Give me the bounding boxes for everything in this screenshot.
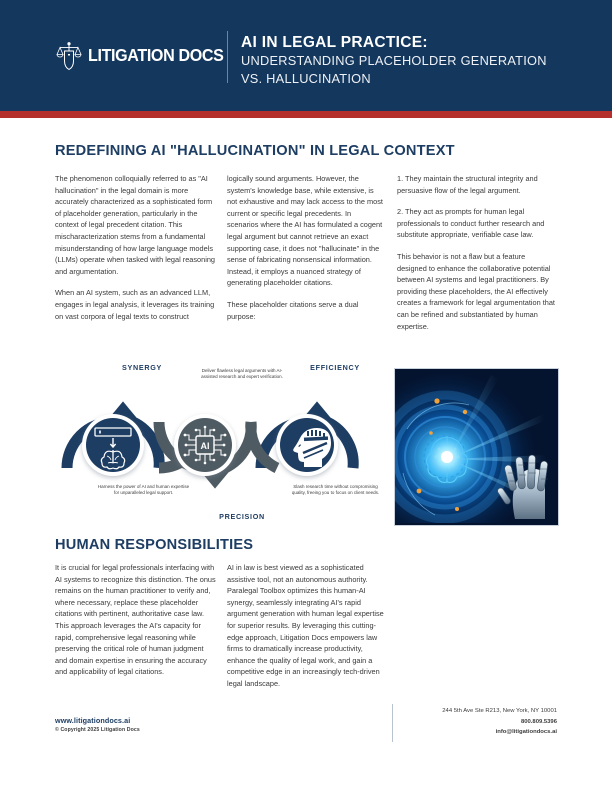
list-item: 1. They maintain the structural integrity and persuasive flow of the legal argument. (397, 174, 538, 195)
footer-copyright: © Copyright 2025 Litigation Docs (55, 727, 140, 733)
brand-logo (56, 41, 224, 71)
infographic-caption-efficiency: Slash research time without compromising quality, freeing you to focus on client needs. (291, 484, 380, 496)
footer-website-link[interactable]: www.litigationdocs.ai (55, 716, 131, 725)
paragraph: This behavior is not a flaw but a feature designed to enhance the collaborative potential between AI systems and legal practitioners. By providing these placeholders, the AI effectively creates a framework for legal argumentation that can be refined and substantiated by human expertise. (397, 251, 555, 331)
infographic-arcs (55, 360, 385, 530)
paragraph: When an AI system, such as an advanced LLM, engages in legal analysis, it leverages its training on vast corpora of legal texts to construct (55, 288, 215, 321)
header-divider (227, 31, 228, 83)
paragraph: These placeholder citations serve a dual purpose: (227, 299, 359, 321)
body-column-3 (397, 173, 557, 332)
footer-contact-block (399, 706, 557, 738)
section-heading-redefining: REDEFINING AI "HALLUCINATION" IN LEGAL CONTEXT (55, 143, 455, 159)
infographic-label-precision: PRECISION (219, 512, 265, 521)
header-accent-bar (0, 111, 612, 118)
page-header (0, 0, 612, 111)
human-body-column-1 (55, 562, 217, 678)
paragraph: The phenomenon colloquially referred to as "AI hallucination" in the legal domain is more accurately characterized as a sophisticated form of placeholder generation, particularly in the context of legal precedent citation. This mischaracterization stems from a fundamental misunderstanding of how large language models (LLMs) operate when tasked with legal reasoning and argumentation. (55, 174, 216, 276)
footer-divider (392, 704, 393, 742)
page-title: AI IN LEGAL PRACTICE: (241, 34, 428, 51)
infographic-label-efficiency: EFFICIENCY (310, 363, 360, 372)
svg-text:AI: AI (200, 441, 210, 452)
body-column-2 (227, 173, 384, 322)
footer-address: 244 5th Ave Ste R213, New York, NY 10001 (442, 708, 557, 714)
infographic-label-synergy: SYNERGY (121, 363, 163, 372)
hero-image-ai-brain (394, 368, 559, 526)
section-heading-human-responsibilities: HUMAN RESPONSIBILITIES (55, 537, 254, 553)
footer-phone[interactable]: 800.809.5396 (520, 718, 557, 725)
paragraph: logically sound arguments. However, the system's knowledge base, while extensive, is not exhaustive and may lack access to the most current or specific legal precedents. In scenarios where the AI has formulated a cogent legal argument but cannot retrieve an exact supporting case, it does not "hallucinate" in the sense of fabricating nonsensical information. Instead, it employs a nuanced strategy of generating placeholder citations. (227, 174, 383, 288)
header-title-block (241, 34, 591, 87)
paragraph: AI in law is best viewed as a sophisticated assistive tool, not an autonomous authority. Paralegal Toolbox optimizes this human-AI synergy, seamlessly integrating AI's rapid argument generation with human legal expertise for superior results. By leveraging this cutting-edge approach, Litigation Docs empowers law firms to dramatically increase productivity, enhance the quality of legal work, and gain a competitive edge in an increasingly tech-driven legal landscape. (227, 563, 384, 688)
scales-of-justice-shield-icon (56, 41, 82, 71)
infographic-caption-synergy: Harness the power of AI and human expertise for unparalleled legal support. (97, 484, 190, 496)
list-item: 2. They act as prompts for human legal professionals to conduct further research and substitute appropriate, verifiable case law. (397, 207, 545, 240)
infographic-caption-precision: Deliver flawless legal arguments with AI-assisted research and expert verification. (201, 368, 283, 380)
page-subtitle-line1: UNDERSTANDING PLACEHOLDER GENERATION (241, 53, 547, 68)
brand-name: LITIGATION DOCS (88, 45, 224, 65)
footer-email[interactable]: info@litigationdocs.ai (495, 729, 557, 735)
body-column-1 (55, 173, 217, 322)
infographic-process-diagram (55, 360, 385, 530)
human-body-column-2 (227, 562, 385, 690)
hero-illustration (395, 369, 556, 523)
paragraph: It is crucial for legal professionals interfacing with AI systems to recognize this distinction. The onus remains on the human practitioner to verify and, where necessary, replace these placeholder citations with pertinent, authoritative case law. This approach leverages the AI's capacity for rapid, comprehensive legal reasoning while preserving the critical role of human judgment and domain expertise in ensuring the accuracy and applicability of legal citations. (55, 563, 216, 677)
page-subtitle-line2: VS. HALLUCINATION (241, 70, 371, 86)
